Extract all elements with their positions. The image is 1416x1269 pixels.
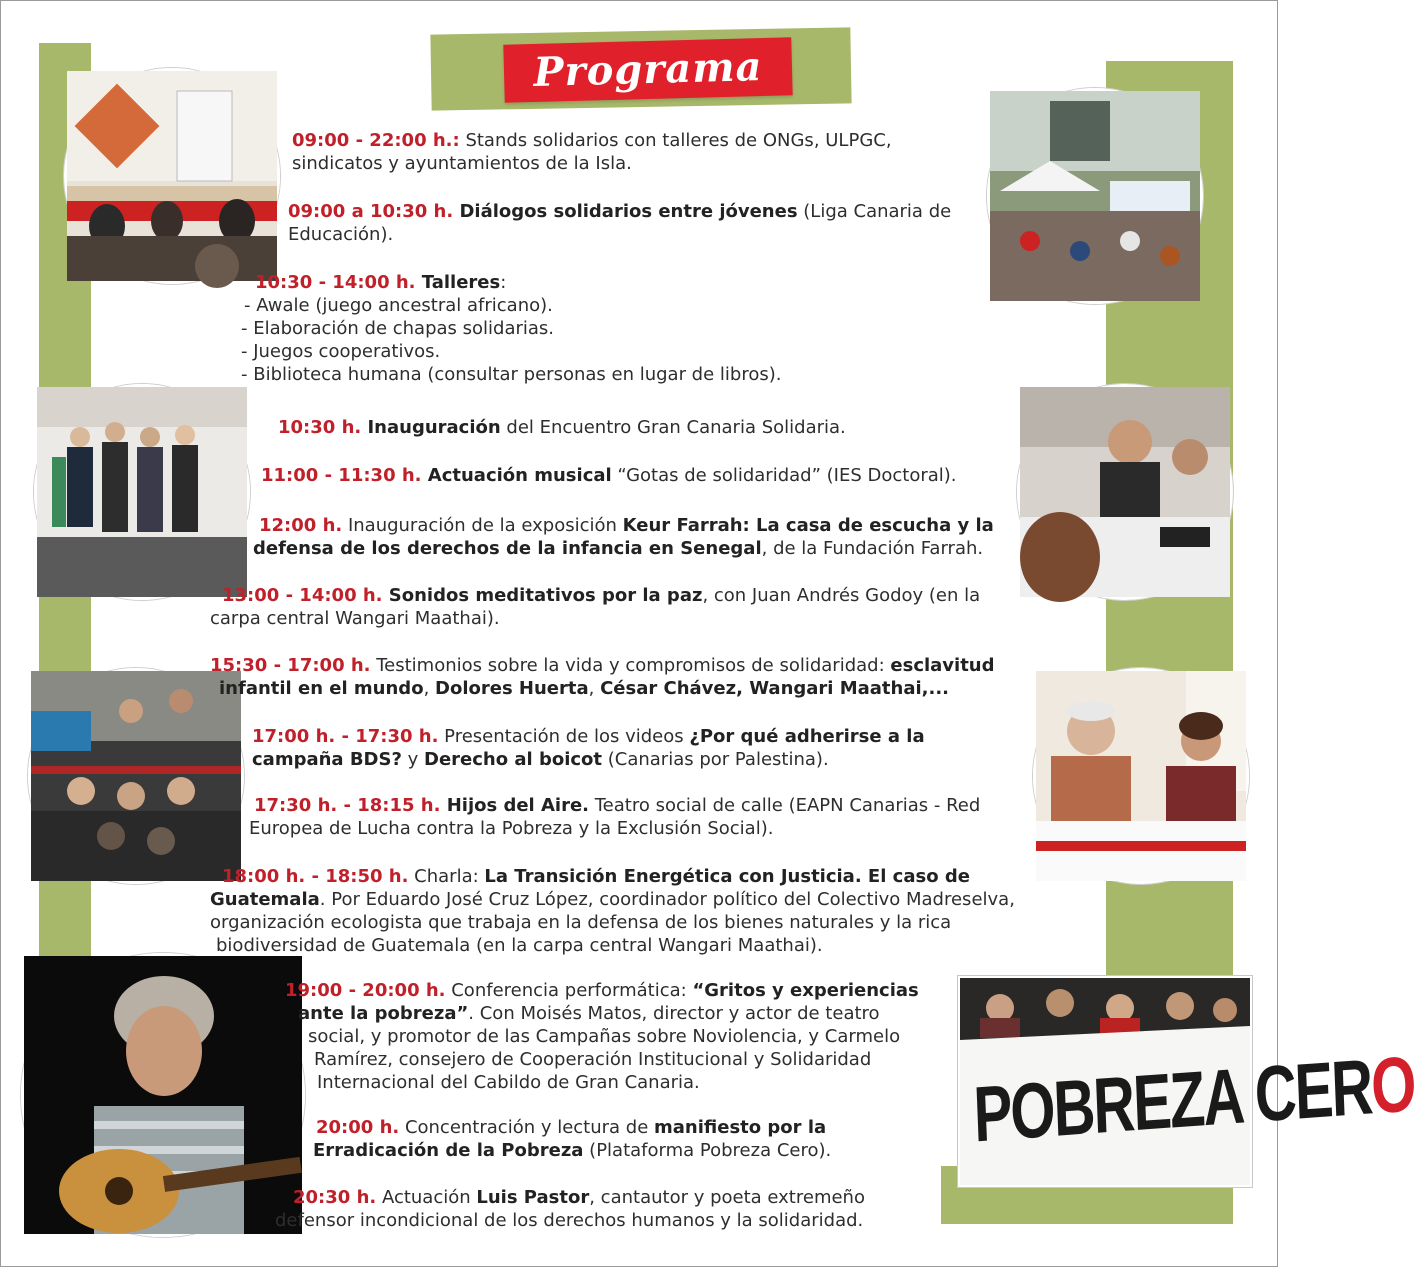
photo-pobreza-cero-banner xyxy=(958,976,1416,1187)
program-entry-actuacion-musical: 11:00 - 11:30 h. Actuación musical “Gotas de solidaridad” (IES Doctoral). xyxy=(261,465,957,486)
entry-time: 09:00 a 10:30 h. xyxy=(288,201,454,222)
photo-youth-choir xyxy=(28,668,244,884)
program-entry-concentracion: 20:00 h. Concentración y lectura de manifiesto por la Erradicación de la Pobreza (Plataforma Pobreza Cero). xyxy=(313,1117,832,1161)
photo-encuentro-table xyxy=(64,68,280,284)
photo-workshop xyxy=(1017,384,1233,600)
entry-time: 10:30 - 14:00 h. xyxy=(255,272,416,293)
photo-guitarist xyxy=(21,953,305,1237)
program-entry-hijos-del-aire: 17:30 h. - 18:15 h. Hijos del Aire. Teatro social de calle (EAPN Canarias - Red Europea de Lucha contra la Pobreza y la Exclusión Social). xyxy=(249,795,981,839)
entry-time: 10:30 h. xyxy=(278,417,362,438)
list-item: - Biblioteca humana (consultar personas en lugar de libros). xyxy=(241,364,782,385)
program-entry-testimonios: 15:30 - 17:00 h. Testimonios sobre la vida y compromisos de solidaridad: esclavitud infantil en el mundo, Dolores Huerta, César Chávez, Wangari Maathai,... xyxy=(210,655,995,699)
program-entry-keur-farrah: 12:00 h. Inauguración de la exposición Keur Farrah: La casa de escucha y la defensa de los derechos de la infancia en Senegal, de la Fundación Farrah. xyxy=(253,515,994,559)
entry-time: 15:30 - 17:00 h. xyxy=(210,655,371,676)
entry-time: 20:30 h. xyxy=(293,1187,377,1208)
program-entry-videos-bds: 17:00 h. - 17:30 h. Presentación de los videos ¿Por qué adherirse a la campaña BDS? y Derecho al boicot (Canarias por Palestina). xyxy=(252,726,925,770)
program-entry-inauguracion: 10:30 h. Inauguración del Encuentro Gran Canaria Solidaria. xyxy=(278,417,846,438)
list-item: - Awale (juego ancestral africano). xyxy=(244,295,553,316)
entry-time: 12:00 h. xyxy=(259,515,343,536)
page-title: Programa xyxy=(532,43,764,96)
list-item: - Juegos cooperativos. xyxy=(241,341,441,362)
entry-time: 19:00 - 20:00 h. xyxy=(285,980,446,1001)
program-entry-charla: 18:00 h. - 18:50 h. Charla: La Transición Energética con Justicia. El caso de Guatemala. Por Eduardo José Cruz López, coordinador político del Colectivo Madreselva, organización ecologista que trabaja en la defensa de los bienes naturales y la rica biodiversidad de Guatemala (en la carpa central Wangari Maathai). xyxy=(210,866,1015,956)
entry-time: 11:00 - 11:30 h. xyxy=(261,465,422,486)
entry-time: 17:30 h. - 18:15 h. xyxy=(254,795,441,816)
program-entry-sonidos: 13:00 - 14:00 h. Sonidos meditativos por la paz, con Juan Andrés Godoy (en la carpa central Wangari Maathai). xyxy=(210,585,981,629)
photo-street-stands xyxy=(987,88,1203,304)
entry-time: 17:00 h. - 17:30 h. xyxy=(252,726,439,747)
program-entry-luis-pastor: 20:30 h. Actuación Luis Pastor, cantautor y poeta extremeño defensor incondicional de los derechos humanos y la solidaridad. xyxy=(275,1187,865,1231)
program-entry-conferencia: 19:00 - 20:00 h. Conferencia performática: “Gritos y experiencias ante la pobreza”. Con Moisés Matos, director y actor de teatro social, y promotor de las Campañas sobre Noviolencia, y Carmelo Ramírez, consejero de Cooperación Institucional y Solidaridad Internacional del Cabildo de Gran Canaria. xyxy=(285,980,919,1093)
photo-inauguration xyxy=(34,384,250,600)
photo-conference-speakers xyxy=(1033,668,1249,884)
list-item: - Elaboración de chapas solidarias. xyxy=(241,318,555,339)
banner-lettering: POBREZA CERO xyxy=(972,1040,1416,1159)
entry-time: 18:00 h. - 18:50 h. xyxy=(222,866,409,887)
program-entry-dialogos: 09:00 a 10:30 h. Diálogos solidarios entre jóvenes (Liga Canaria de Educación). xyxy=(288,201,952,245)
entry-time: 13:00 - 14:00 h. xyxy=(222,585,383,606)
entry-time: 20:00 h. xyxy=(316,1117,400,1138)
entry-time: 09:00 - 22:00 h.: xyxy=(292,130,460,151)
program-entry-0900: 09:00 - 22:00 h.: Stands solidarios con talleres de ONGs, ULPGC, sindicatos y ayuntamientos de la Isla. xyxy=(292,130,892,174)
program-entry-talleres: 10:30 - 14:00 h. Talleres: - Awale (juego ancestral africano). - Elaboración de chapas solidarias. - Juegos cooperativos. - Biblioteca humana (consultar personas en lugar de libros). xyxy=(241,272,782,385)
